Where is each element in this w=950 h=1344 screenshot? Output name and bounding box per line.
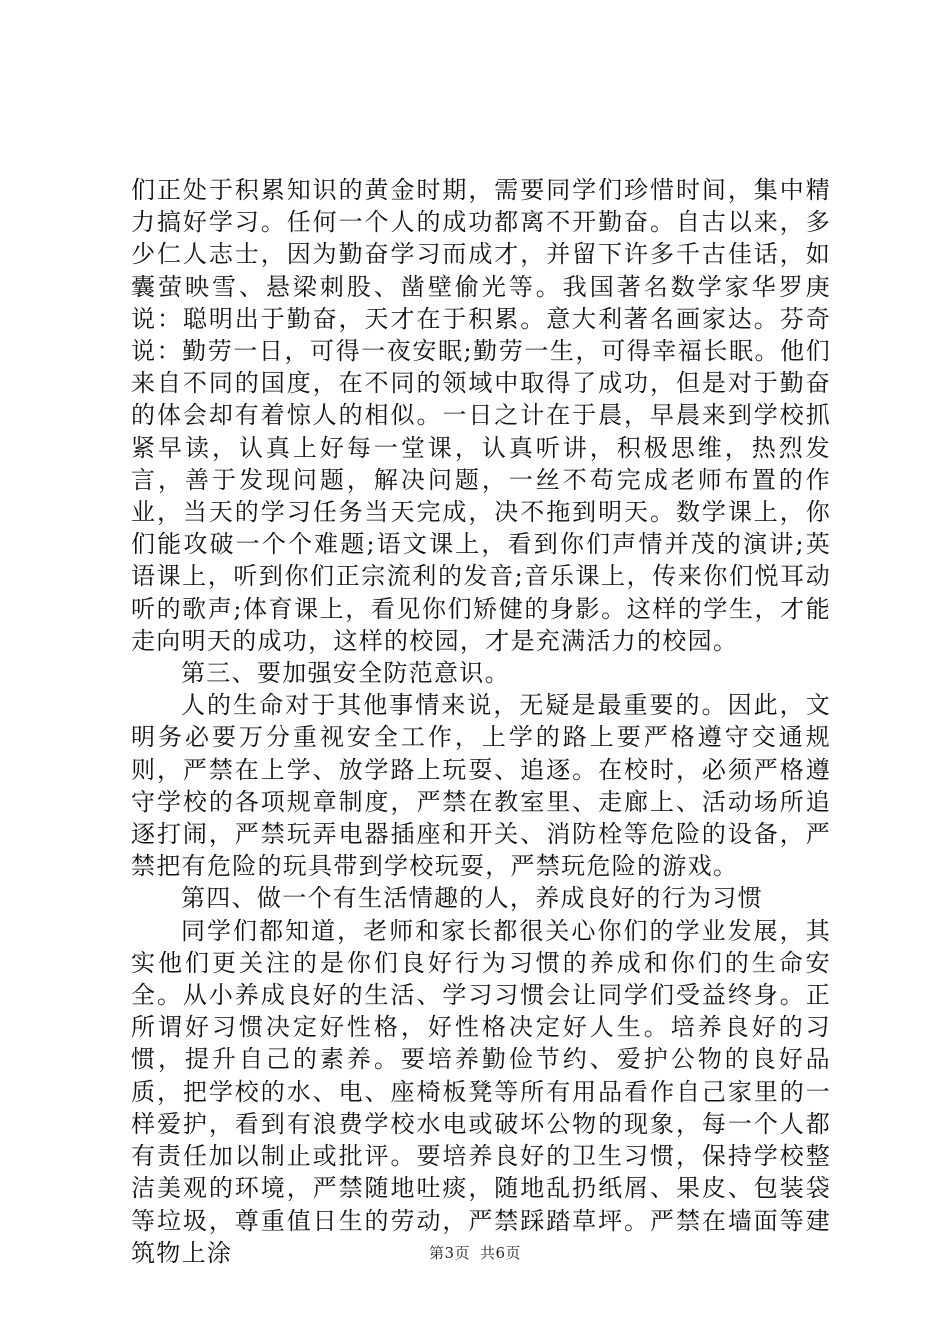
body-paragraph: 同学们都知道，老师和家长都很关心你们的学业发展，其实他们更关注的是你们良好行为习惯的养成和你们的生命安全。从小养成良好的生活、学习习惯会让同学们受益终身。正所谓好习惯决定好性格，好性格决定好人生。培养良好的习惯，提升自己的素养。要培养勤俭节约、爱护公物的良好品质，把学校的水、电、座椅板凳等所有用品看作自己家里的一样爱护，看到有浪费学校水电或破坏公物的现象，每一个人都有责任加以制止或批评。要培养良好的卫生习惯，保持学校整洁美观的环境，严禁随地吐痰，随地乱扔纸屑、果皮、包装袋等垃圾，尊重值日生的劳动，严禁踩踏草坪。严禁在墙面等建筑物上涂	[131, 916, 831, 1267]
page-footer	[0, 1243, 950, 1263]
body-paragraph: 们正处于积累知识的黄金时期，需要同学们珍惜时间，集中精力搞好学习。任何一个人的成功都离不开勤奋。自古以来，多少仁人志士，因为勤奋学习而成才，并留下许多千古佳话，如囊萤映雪、悬梁刺股、凿壁偷光等。我国著名数学家华罗庚说：聪明出于勤奋，天才在于积累。意大利著名画家达。芬奇说：勤劳一日，可得一夜安眠;勤劳一生，可得幸福长眠。他们来自不同的国度，在不同的领域中取得了成功，但是对于勤奋的体会却有着惊人的相似。一日之计在于晨，早晨来到学校抓紧早读，认真上好每一堂课，认真听讲，积极思维，热烈发言，善于发现问题，解决问题，一丝不苟完成老师布置的作业，当天的学习任务当天完成，决不拖到明天。数学课上，你们能攻破一个个难题;语文课上，看到你们声情并茂的演讲;英语课上，听到你们正宗流利的发音;音乐课上，传来你们悦耳动听的歌声;体育课上，看见你们矫健的身影。这样的学生，才能走向明天的成功，这样的校园，才是充满活力的校园。	[131, 176, 831, 655]
document-body	[131, 174, 831, 1269]
section-heading-safety: 第三、要加强安全防范意识。	[181, 659, 510, 688]
page-number: 第3页	[428, 1244, 470, 1262]
page-total: 共6页	[480, 1244, 522, 1262]
section-heading-habits: 第四、做一个有生活情趣的人，养成良好的行为习惯	[181, 884, 763, 913]
body-paragraph: 人的生命对于其他事情来说，无疑是最重要的。因此，文明务必要万分重视安全工作，上学的路上要严格遵守交通规则，严禁在上学、放学路上玩耍、追逐。在校时，必须严格遵守学校的各项规章制度，严禁在教室里、走廊上、活动场所追逐打闹，严禁玩弄电器插座和开关、消防栓等危险的设备，严禁把有危险的玩具带到学校玩耍，严禁玩危险的游戏。	[131, 691, 831, 881]
